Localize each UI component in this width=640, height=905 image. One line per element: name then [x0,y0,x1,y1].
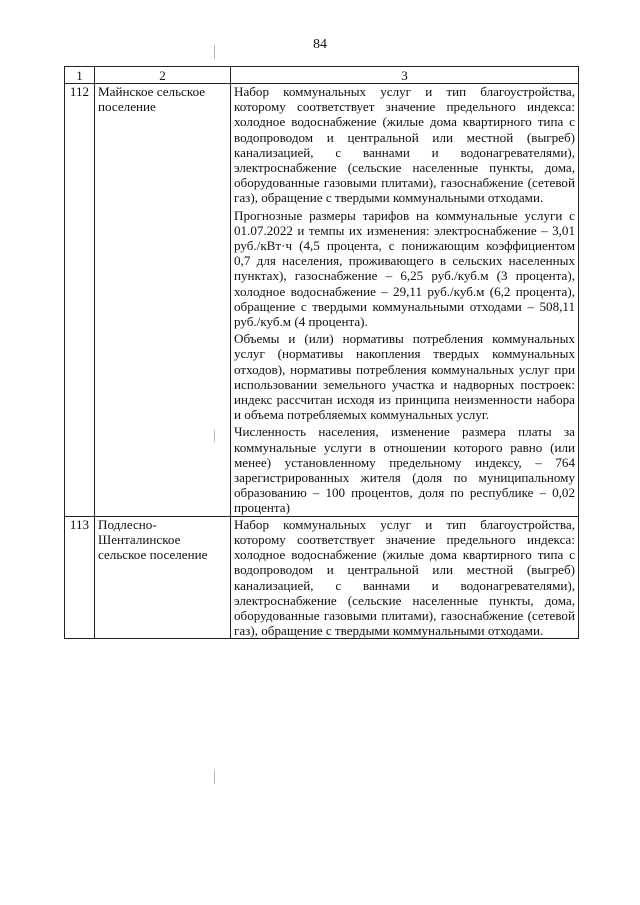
margin-mark [214,770,215,784]
page-number: 84 [313,37,327,52]
column-header-2: 2 [95,67,231,84]
row-number: 113 [65,516,95,639]
column-header-3: 3 [231,67,579,84]
row-description [231,84,579,517]
table-header-row [65,67,579,84]
settlement-name: Подлесно-Шенталинское сельское поселение [95,516,231,639]
row-number: 112 [65,84,95,517]
paragraph-consumption-norms: Объемы и (или) нормативы потребления коммунальных услуг (нормативы накопления твердых коммунальных отходов), нормативы потребления коммунальных услуг при использовании земельного участка и надворных построек: индекс рассчитан исходя из принципа неизменности набора и объема потребляемых коммунальных услуг. [234,331,575,423]
margin-mark [214,45,215,59]
table-row [65,84,579,517]
margin-mark [214,430,215,442]
paragraph-services-set: Набор коммунальных услуг и тип благоустройства, которому соответствует значение предельного индекса: холодное водоснабжение (жилые дома квартирного типа с водопроводом и центральной или местной (выгреб) канализацией, с ваннами и водонагревателями), электроснабжение (сельские населенные пункты, дома, оборудованные газовыми плитами), газоснабжение (сетевой газ), обращение с твердыми коммунальными отходами. [234,84,575,206]
paragraph-population: Численность населения, изменение размера платы за коммунальные услуги в отношении которого равно (или менее) установленному предельному индексу, – 764 зарегистрированных жителя (доля по муниципальному образованию – 100 процентов, доля по республике – 0,02 процента) [234,424,575,516]
tariff-table [64,66,579,639]
paragraph-services-set: Набор коммунальных услуг и тип благоустройства, которому соответствует значение предельного индекса: холодное водоснабжение (жилые дома квартирного типа с водопроводом и центральной или местной (выгреб) канализацией, с ваннами и водонагревателями), электроснабжение (сельские населенные пункты, дома, оборудованные газовыми плитами), газоснабжение (сетевой газ), обращение с твердыми коммунальными отходами. [234,516,575,639]
paragraph-tariffs: Прогнозные размеры тарифов на коммунальные услуги с 01.07.2022 и темпы их изменения: электроснабжение – 3,01 руб./кВт·ч (4,5 процента, с понижающим коэффициентом 0,7 для населения, проживающего в сельских населенных пунктах), газоснабжение – 6,25 руб./куб.м (3 процента), холодное водоснабжение – 29,11 руб./куб.м (6,2 процента), обращение с твердыми коммунальными отходами – 508,11 руб./куб.м (4 процента). [234,207,575,330]
column-header-1: 1 [65,67,95,84]
settlement-name: Майнское сельское поселение [95,84,231,517]
row-description [231,516,579,639]
table-row [65,516,579,639]
